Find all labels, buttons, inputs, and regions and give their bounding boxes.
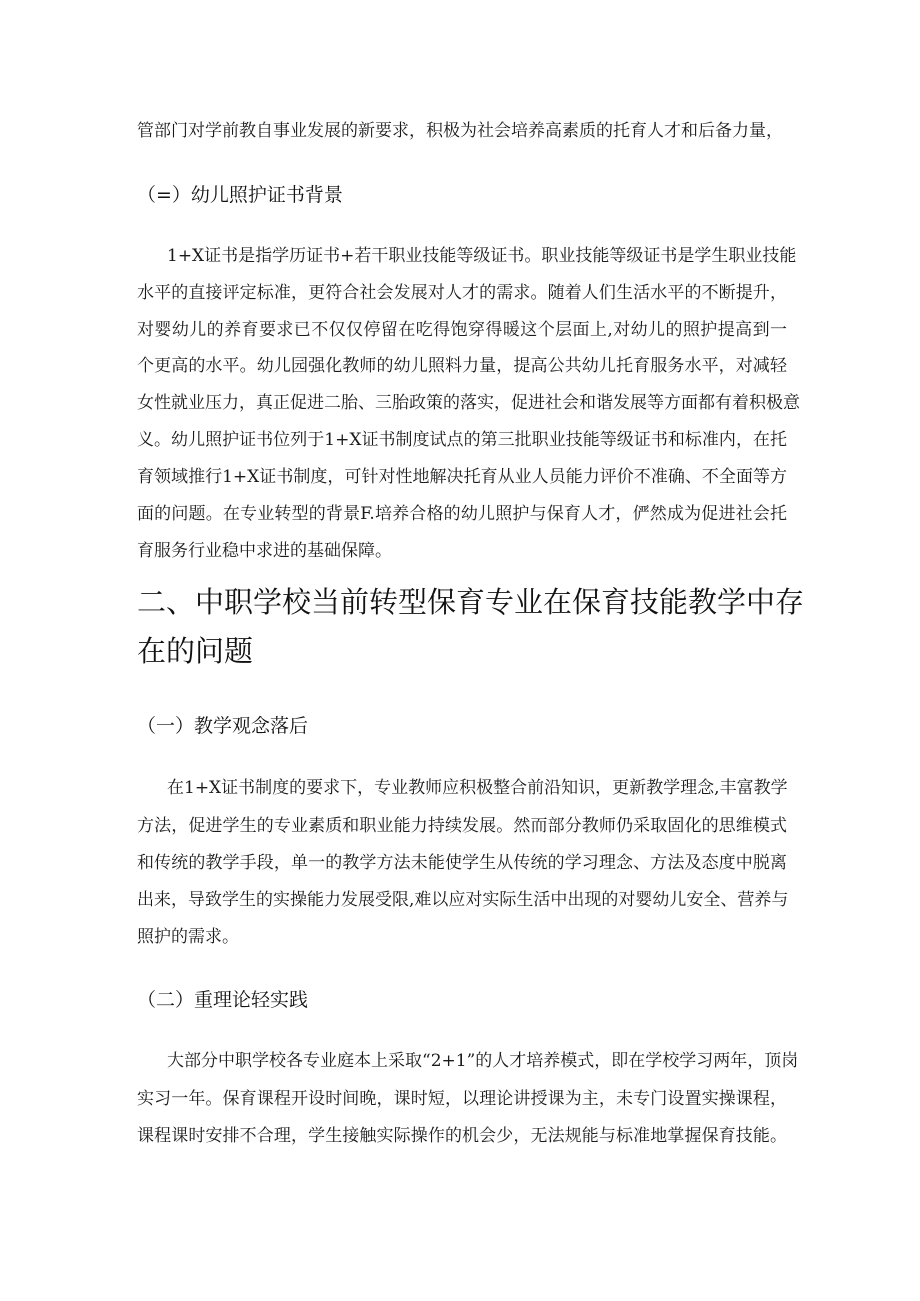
paragraph-line: 照护的需求。 — [137, 927, 239, 947]
chapter-heading-line: 在的问题 — [137, 634, 254, 668]
paragraph-line: 大部分中职学校各专业庭本上采取“2+1”的人才培养模式，即在学校学习两年，顶岗 — [167, 1051, 799, 1071]
paragraph-line: 义。幼儿照护证书位列于1+X证书制度试点的第三批职业技能等级证书和标准内，在托 — [137, 430, 787, 450]
paragraph-line: 出来，导致学生的实操能力发展受限,难以应对实际生活中出现的对婴幼儿安全、营养与 — [137, 890, 789, 910]
paragraph-line: 育服务行业稳中求进的基础保障。 — [137, 541, 392, 561]
paragraph-line: 面的问题。在专业转型的背景F.培养合格的幼儿照护与保育人才，俨然成为促进社会托 — [137, 504, 787, 524]
section-heading-cert-background: （=）幼儿照护证书背景 — [137, 184, 343, 206]
paragraph-line: 实习一年。保育课程开设时间晚，课时短，以理论讲授课为主，未专门设置实操课程， — [137, 1089, 787, 1109]
section-heading-theory-over-practice: （二）重理论轻实践 — [137, 989, 309, 1011]
paragraph-line: 育领域推行1+X证书制度，可针对性地解决托育从业人员能力评价不准确、不全面等方 — [137, 467, 787, 487]
paragraph-line: 在1+X证书制度的要求下，专业教师应积极整合前沿知识，更新教学理念,丰富教学 — [167, 778, 788, 798]
paragraph-line: 课程课时安排不合理，学生接触实际操作的机会少，无法规能与标准地掌握保育技能。 — [137, 1126, 787, 1146]
paragraph-line: 1+X证书是指学历证书+若干职业技能等级证书。职业技能等级证书是学生职业技能 — [167, 246, 797, 266]
paragraph-line: 对婴幼儿的养育要求已不仅仅停留在吃得饱穿得暖这个层面上,对幼儿的照护提高到一 — [137, 320, 787, 340]
paragraph-line: 和传统的教学手段，单一的教学方法未能使学生从传统的学习理念、方法及态度中脱离 — [137, 853, 787, 873]
paragraph-line: 方法，促进学生的专业素质和职业能力持续发展。然而部分教师仍采取固化的思维模式 — [137, 816, 787, 836]
paragraph-line: 个更高的水平。幼儿园强化教师的幼儿照料力量，提高公共幼儿托育服务水平，对减轻 — [137, 356, 787, 376]
paragraph-continuation: 管部门对学前教自事业发展的新要求，积极为社会培养高素质的托育人才和后备力量， — [137, 121, 783, 141]
section-heading-outdated-concepts: （一）教学观念落后 — [137, 715, 309, 737]
paragraph-line: 水平的直接评定标准，更符合社会发展对人才的需求。随着人们生活水平的不断提升， — [137, 283, 787, 303]
paragraph-line: 女性就业压力，真正促进二胎、三胎政策的落实，促进社会和谐发展等方面都有着积极意 — [137, 393, 800, 413]
chapter-heading-line: 二、中职学校当前转型保育专业在保育技能教学中存 — [137, 585, 805, 619]
